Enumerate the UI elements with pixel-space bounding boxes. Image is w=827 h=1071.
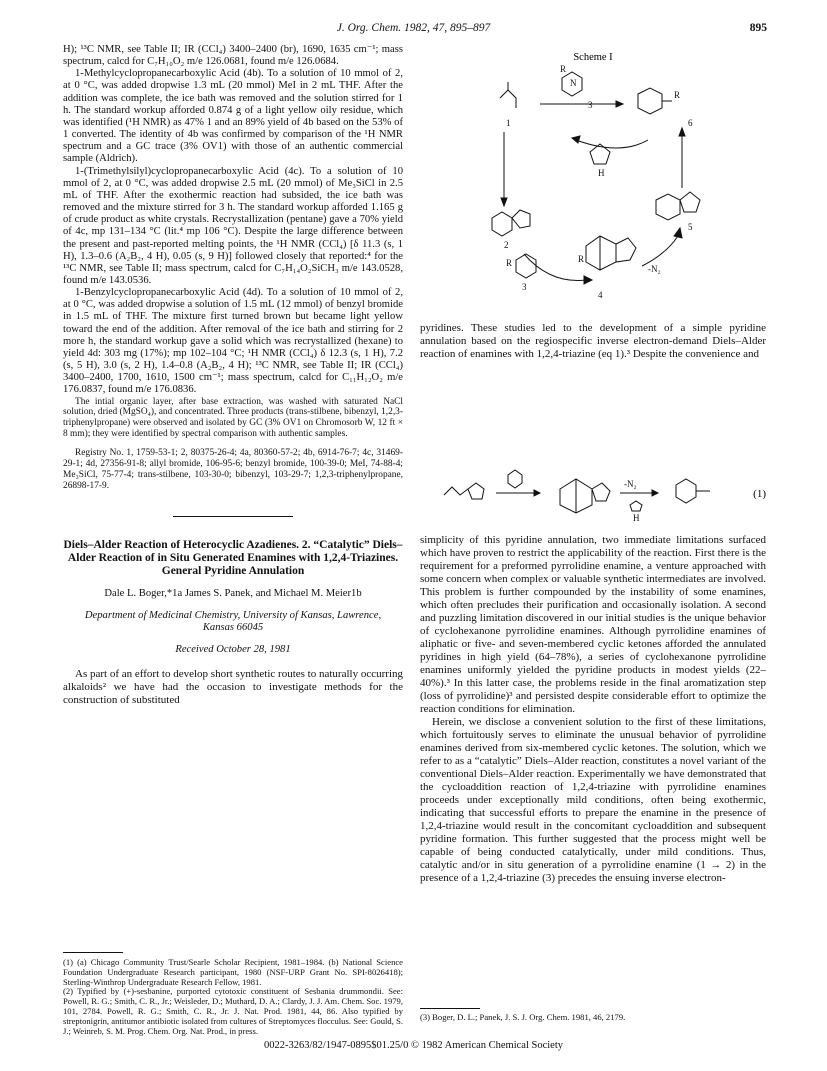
scheme-label-5: 5: [688, 222, 693, 232]
scheme-label-2: 2: [504, 240, 509, 250]
scheme-title: Scheme I: [573, 52, 613, 63]
scheme-label-r: R: [578, 254, 585, 264]
equation-1-figure: [420, 455, 766, 525]
footnote: (1) (a) Chicago Community Trust/Searle Scholar Recipient, 1981–1984. (b) National Science Foundation Undergraduate Research participant, 1980 (NSF-URP Grant No. SPI-8026418); Sterling-Winthrop Undergraduate Research Fellow, 1981.: [63, 957, 403, 987]
scheme-label-n: N: [570, 78, 577, 88]
scheme-label-minus-n2: -N₂: [648, 264, 661, 274]
scheme-label-3: 3: [522, 282, 527, 292]
paragraph: pyridines. These studies led to the development of a simple pyridine annulation based on the regiospecific inverse electron-demand Diels–Alder reaction of enamines with 1,2,4-triazine (eq 1).³ Despite the convenience and: [420, 322, 766, 360]
right-column-body: [420, 534, 766, 885]
eq-label-minus-n2: -N₂: [624, 479, 637, 489]
scheme-label-r: R: [560, 64, 567, 74]
intro-paragraph: As part of an effort to develop short synthetic routes to naturally occurring alkaloids² we have had the occasion to investigate methods for the construction of substituted: [63, 668, 403, 707]
registry-numbers: Registry No. 1, 1759-53-1; 2, 80375-26-4; 4a, 80360-57-2; 4b, 6914-76-7; 4c, 31469-29-1; 4d, 27356-91-8; allyl bromide, 106-95-6; benzyl bromide, 100-39-0; MeI, 74-88-4; Me₃SiCl, 75-77-4; trans-stilbene, 103-30-0; bibenzyl, 103-29-7; 1,2,3-triphenylpropane, 26898-17-9.: [63, 448, 403, 491]
page-number: 895: [749, 22, 767, 34]
article-title: Diels–Alder Reaction of Heterocyclic Azadienes. 2. “Catalytic” Diels–Alder Reaction of in Situ Generated Enamines with 1,2,4-Triazines. General Pyridine Annulation: [63, 538, 403, 577]
footnote: (3) Boger, D. L.; Panek, J. S. J. Org. Chem. 1981, 46, 2179.: [420, 1012, 626, 1022]
left-column: [63, 44, 403, 707]
scheme-label-3: 3: [588, 100, 593, 110]
paragraph: The intial organic layer, after base extraction, was washed with saturated NaCl solution, dried (MgSO₄), and concentrated. Three products (trans-stilbene, bibenzyl, 1,2,3-triphenylpropane) were observed and isolated by GC (3% OV1 on Chromosorb W, 12 ft × 8 mm); they were identified by spectral comparison with authentic samples.: [63, 396, 403, 440]
authors: Dale L. Boger,*1a James S. Panek, and Michael M. Meier1b: [104, 587, 362, 599]
scheme-label-1: 1: [506, 118, 511, 128]
paragraph: simplicity of this pyridine annulation, two immediate limitations surfaced which have proven to restrict the applicability of the reaction. First there is the requirement for a preformed pyrrolidine enamine, a venture approached with some concern when complex or valuable synthetic intermediates are involved. This problem is further compounded by the instability of some enamines, which often precludes their purification and occasionally isolation. A second and puzzling limitation discovered in our initial studies is the unique behavior of cyclohexanone pyrrolidine enamines. Although pyrrolidine enamines of aliphatic or five- and seven-membered cyclic ketones afforded the annulated pyridines in high yield (64–78%), a series of cyclohexanone pyrrolidine enamines uniformly yielded the pyridine products in modest yields (22–40%).³ In this latter case, the problems reside in the final aromatization step (loss of pyrrolidine)³ and persisted despite considerable effort to optimize the reaction conditions for elimination.: [420, 534, 766, 715]
scheme-label-6: 6: [688, 118, 693, 128]
right-column: [420, 322, 766, 361]
footnotes-left: [63, 958, 403, 1036]
scheme-label-h: H: [598, 168, 605, 178]
affiliation: Department of Medicinal Chemistry, University of Kansas, Lawrence, Kansas 66045: [84, 609, 382, 634]
footnote: (2) Typified by (+)-sesbanine, purported cytotoxic constituent of Sesbania drummondii. See: Powell, R. G.; Smith, C. R., Jr.; Weisleder, D.; Muthard, D. A.; Clardy, J. J. Am. Chem. Soc. 1979, 101, 2784. Powell, R. G.; Smith, C. R., Jr. J. Nat. Prod. 1981, 44, 86. Also typified by streptonigrin, antitumor antibiotic isolated from cultures of Streptomyces flocculus. See: Gould, S. J.; Weinreb, S. M. Prog. Chem. Org. Nat. Prod., in press.: [63, 986, 403, 1036]
received-date: Received October 28, 1981: [175, 644, 291, 656]
section-divider: [173, 516, 293, 517]
journal-citation: J. Org. Chem. 1982, 47, 895–897: [336, 22, 491, 34]
eq-label-h: H: [633, 513, 640, 523]
scheme-label-r: R: [674, 90, 681, 100]
footnote-divider: [63, 952, 123, 953]
equation-number: (1): [753, 488, 766, 500]
scheme-1-figure: [420, 48, 766, 316]
paragraph: H); ¹³C NMR, see Table II; IR (CCl₄) 3400–2400 (br), 1690, 1635 cm⁻¹; mass spectrum, calcd for C₇H₁₀O₂ m/e 126.0681, found m/e 126.0684.: [63, 44, 403, 68]
scheme-label-r: R: [506, 258, 513, 268]
copyright-footer: 0022-3263/82/1947-0895$01.25/0 © 1982 American Chemical Society: [263, 1040, 564, 1051]
paragraph: Herein, we disclose a convenient solution to the first of these limitations, which fortuitously serves to eliminate the unusual behavior of pyrrolidine enamines derived from six-membered cyclic ketones. The solution, which we refer to as a “catalytic” Diels–Alder reaction, constitutes a novel variant of the conventional Diels–Alder reaction. Experimentally we have demonstrated that the cycloaddition reaction of 1,2,4-triazine with pyrrolidine enamines proceeds under exceptionally mild conditions, often being exothermic, indicating that successful efforts to prepare the enamine in the presence of 1,2,4-triazine would result in the concomitant cycloaddition and subsequent pyridine formation. This further suggested that the process might well be capable of being conducted catalytically, under mild conditions. Thus, catalytic and/or in situ generation of a pyrrolidine enamine (1 → 2) in the presence of a 1,2,4-triazine (3) precedes the ensuing inverse electron-: [420, 716, 766, 884]
paragraph: 1-Methylcyclopropanecarboxylic Acid (4b). To a solution of 10 mmol of 2, at 0 °C, was added dropwise 1.3 mL (20 mmol) MeI in 2 mL THF. After the addition was complete, the ice bath was removed and the solution stirred for 1 h. The standard workup afforded 0.874 g of a light yellow oily residue, which was identified (¹H NMR) as 47% 1 and an 89% yield of 4b based on the 53% of 1 converted. The identity of 4b was confirmed by comparison of the ¹H NMR spectrum and a GC trace (3% OV1) with those of an authentic commercial sample (Aldrich).: [63, 68, 403, 165]
footnote-divider: [420, 1008, 480, 1009]
paragraph: 1-Benzylcyclopropanecarboxylic Acid (4d). To a solution of 10 mmol of 2, at 0 °C, was added dropwise a solution of 1.5 mL (12 mmol) of benzyl bromide in 1.5 mL of THF. The mixture first turned brown but became light yellow toward the end of the addition. After removal of the ice bath and stirring for 2 more h, the standard workup gave a solid which was recrystallized (hexane) to yield 4d: 303 mg (17%); mp 102–104 °C; ¹H NMR (CCl₄) δ 12.3 (s, 1 H), 7.2 (s, 5 H), 3.0 (s, 2 H), 1.4–0.8 (A₂B₂, 4 H); ¹³C NMR, see Table II; IR (CCl₄) 3400–2400, 1700, 1610, 1500 cm⁻¹; mass spectrum, calcd for C₁₁H₁₂O₂ m/e 176.0837, found m/e 176.0836.: [63, 287, 403, 396]
paragraph: 1-(Trimethylsilyl)cyclopropanecarboxylic Acid (4c). To a solution of 10 mmol of 2, at 0 °C, was added dropwise 2.5 mL (20 mmol) of Me₃SiCl in 2.5 mL of THF. After the exothermic reaction had subsided, the ice bath was removed and the mixture stirred for 3 h. The standard workup afforded 1.165 g of crude product as white crystals. Recrystallization (pentane) gave a 70% yield of 4c, mp 131–134 °C (lit.⁴ mp 106 °C). Despite the large difference between the present and past-reported melting points, the ¹H NMR (CCl₄) [δ 11.3 (s, 1 H), 1.3–0.6 (A₂B₂, 4 H), 0.05 (s, 9 H)] followed closely that reported:⁴ for the ¹³C NMR, see Table II; mass spectrum, calcd for C₇H₁₄O₂SiCH₃ m/e 143.0528, found m/e 143.0536.: [63, 165, 403, 286]
footnotes-right: [420, 1013, 766, 1023]
scheme-label-4: 4: [598, 290, 603, 300]
